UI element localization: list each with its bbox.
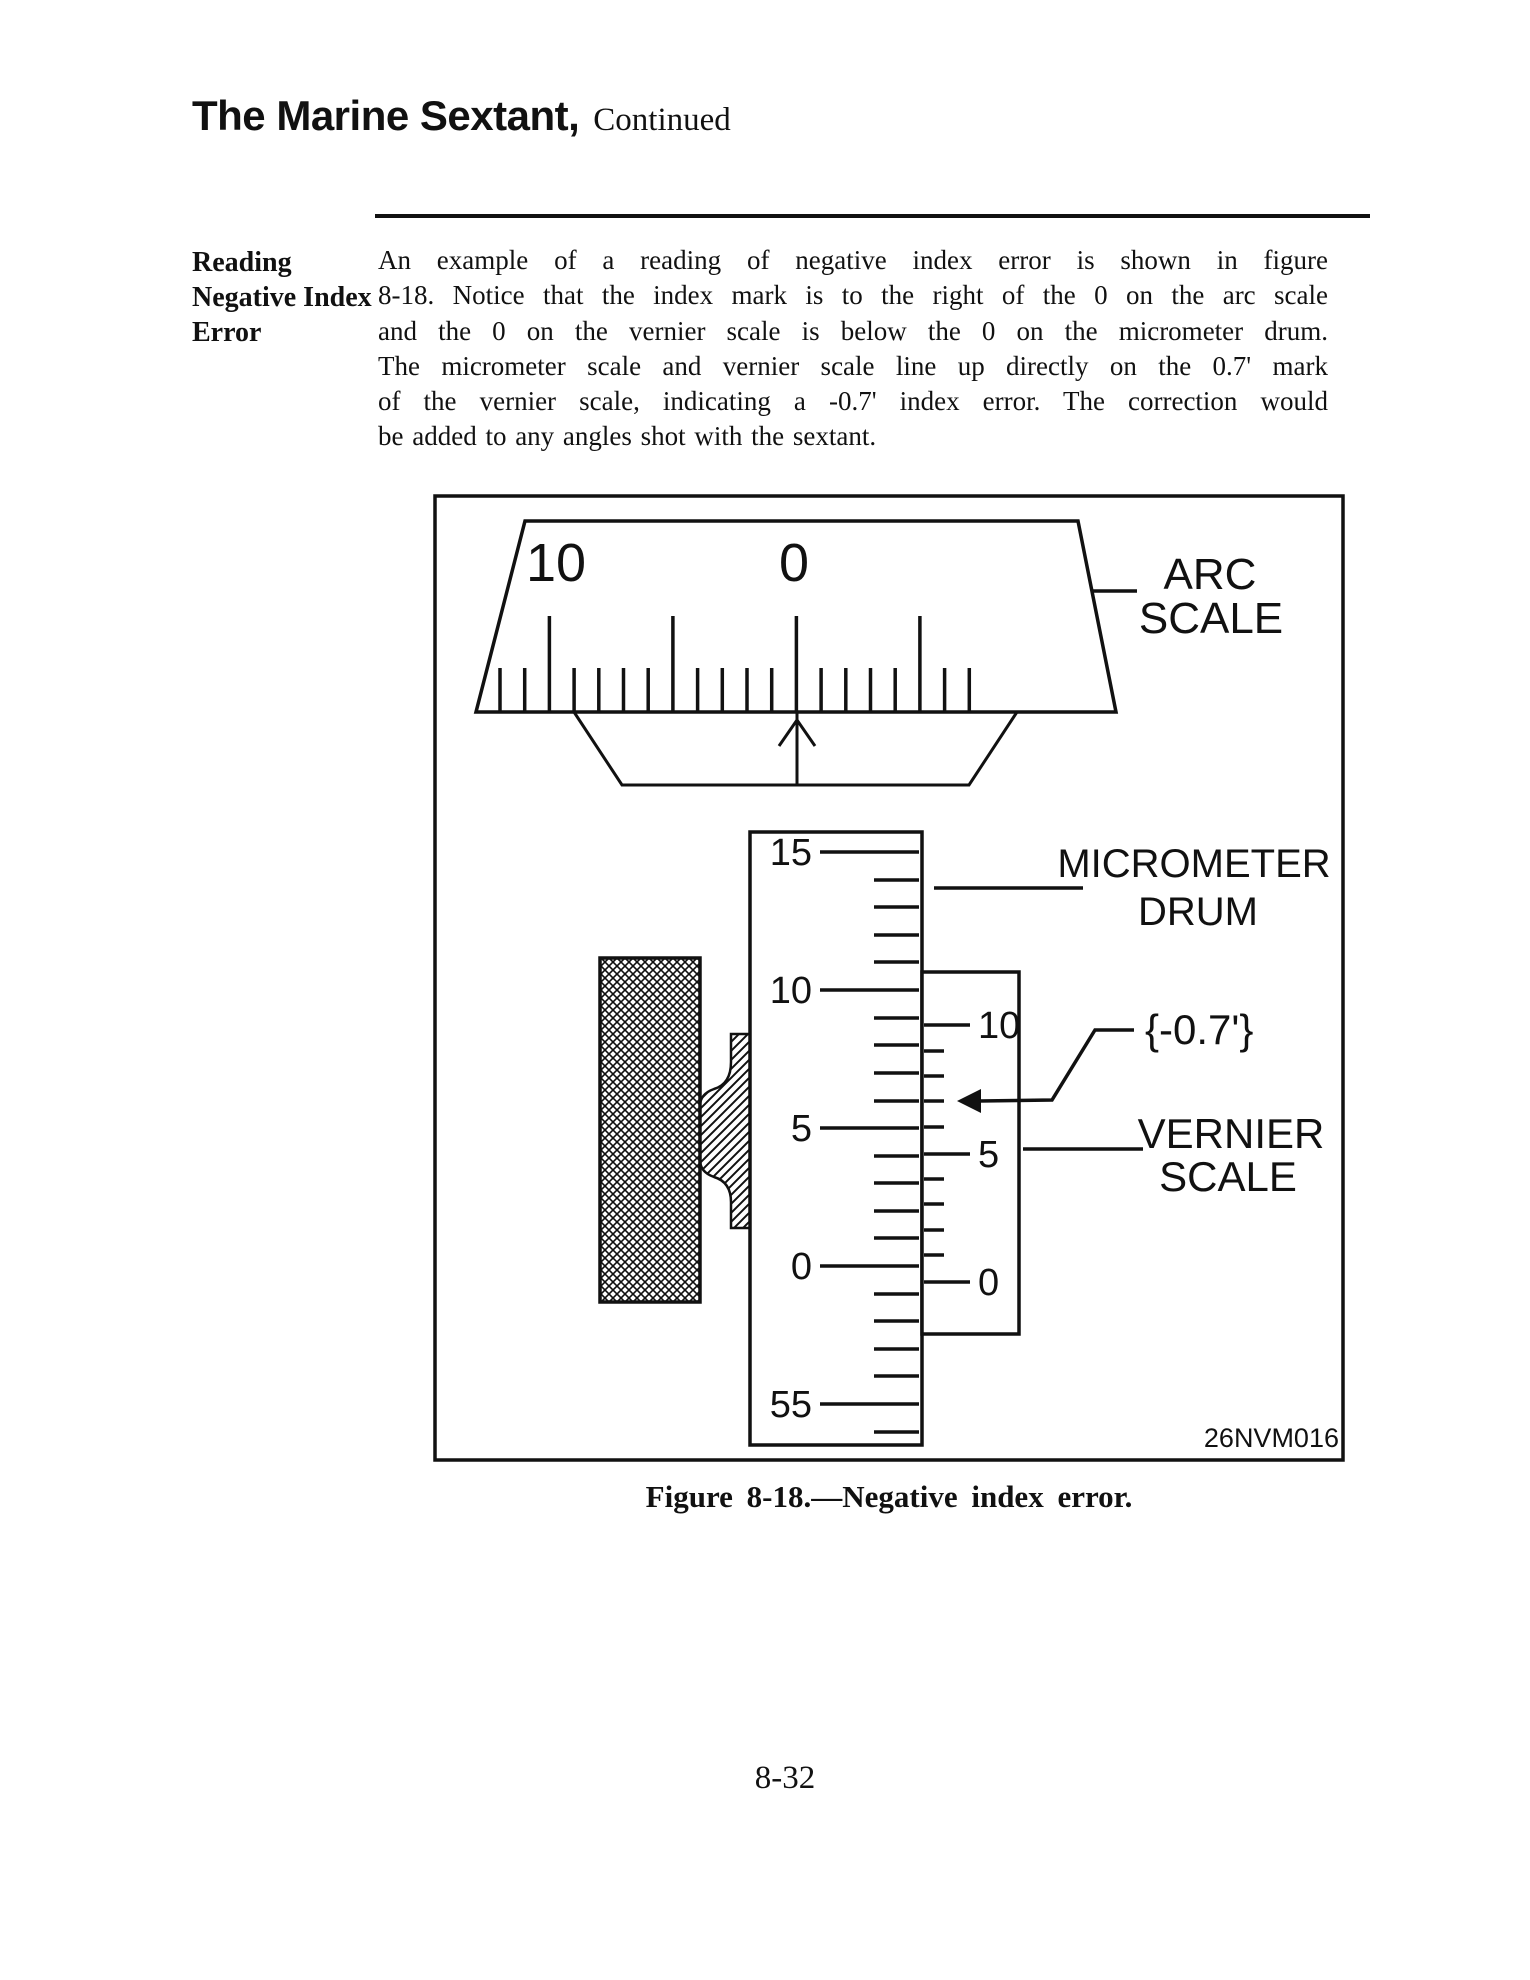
drum-label-15: 15 [769, 832, 812, 874]
header-rule [375, 214, 1370, 218]
body-line: The micrometer scale and vernier scale line up directly on the 0.7' mark [378, 350, 1328, 381]
page-title: The Marine Sextant, [192, 92, 580, 139]
arc-scale-callout-line2: SCALE [1138, 594, 1284, 643]
vernier-label-0: 0 [978, 1262, 1000, 1304]
reading-value-label: {-0.7'} [1145, 1006, 1254, 1053]
drum-label-5: 5 [790, 1108, 812, 1150]
sextant-scales-diagram [433, 494, 1345, 1462]
micrometer-drum-body [750, 832, 922, 1445]
page-title-continued: Continued [593, 102, 731, 138]
page-header [192, 92, 731, 140]
body-line: An example of a reading of negative index error is shown in figure [378, 245, 1328, 275]
micrometer-drum-callout-line1: MICROMETER [1057, 842, 1331, 886]
figure-caption: Figure 8-18.—Negative index error. [645, 1479, 1133, 1514]
body-line: be added to any angles shot with the sextant. [378, 421, 877, 452]
body-line: and the 0 on the vernier scale is below the 0 on the micrometer drum. [378, 315, 1328, 346]
drum-label-0: 0 [790, 1246, 812, 1288]
sextant-frame-block [600, 958, 700, 1302]
page-number: 8-32 [754, 1760, 816, 1796]
drum-label-10: 10 [769, 970, 812, 1012]
figure-8-18 [433, 494, 1345, 1462]
section-heading-line: Error [192, 317, 262, 348]
arc-scale-label-10: 10 [525, 533, 587, 593]
body-line: of the vernier scale, indicating a -0.7' index error. The correction would [378, 386, 1328, 417]
vernier-label-5: 5 [978, 1134, 1000, 1176]
body-paragraph [378, 243, 1328, 455]
arc-scale-label-0: 0 [778, 533, 810, 593]
arc-scale [476, 521, 1116, 712]
arc-scale-callout-line1: ARC [1163, 550, 1257, 599]
micrometer-drum-callout-line2: DRUM [1138, 890, 1258, 934]
micrometer-drum [750, 832, 922, 1445]
body-line: 8-18. Notice that the index mark is to the right of the 0 on the arc scale [378, 280, 1328, 311]
vernier-scale-callout-line2: SCALE [1159, 1153, 1297, 1200]
section-heading-line: Reading [192, 247, 292, 278]
vernier-scale [922, 972, 1020, 1334]
drum-label-55: 55 [769, 1384, 812, 1426]
vernier-scale-callout-line1: VERNIER [1137, 1110, 1325, 1157]
section-heading-line: Negative Index [192, 282, 372, 313]
section-heading [192, 245, 392, 350]
figure-id: 26NVM016 [1203, 1423, 1339, 1453]
vernier-label-10: 10 [978, 1005, 1021, 1047]
